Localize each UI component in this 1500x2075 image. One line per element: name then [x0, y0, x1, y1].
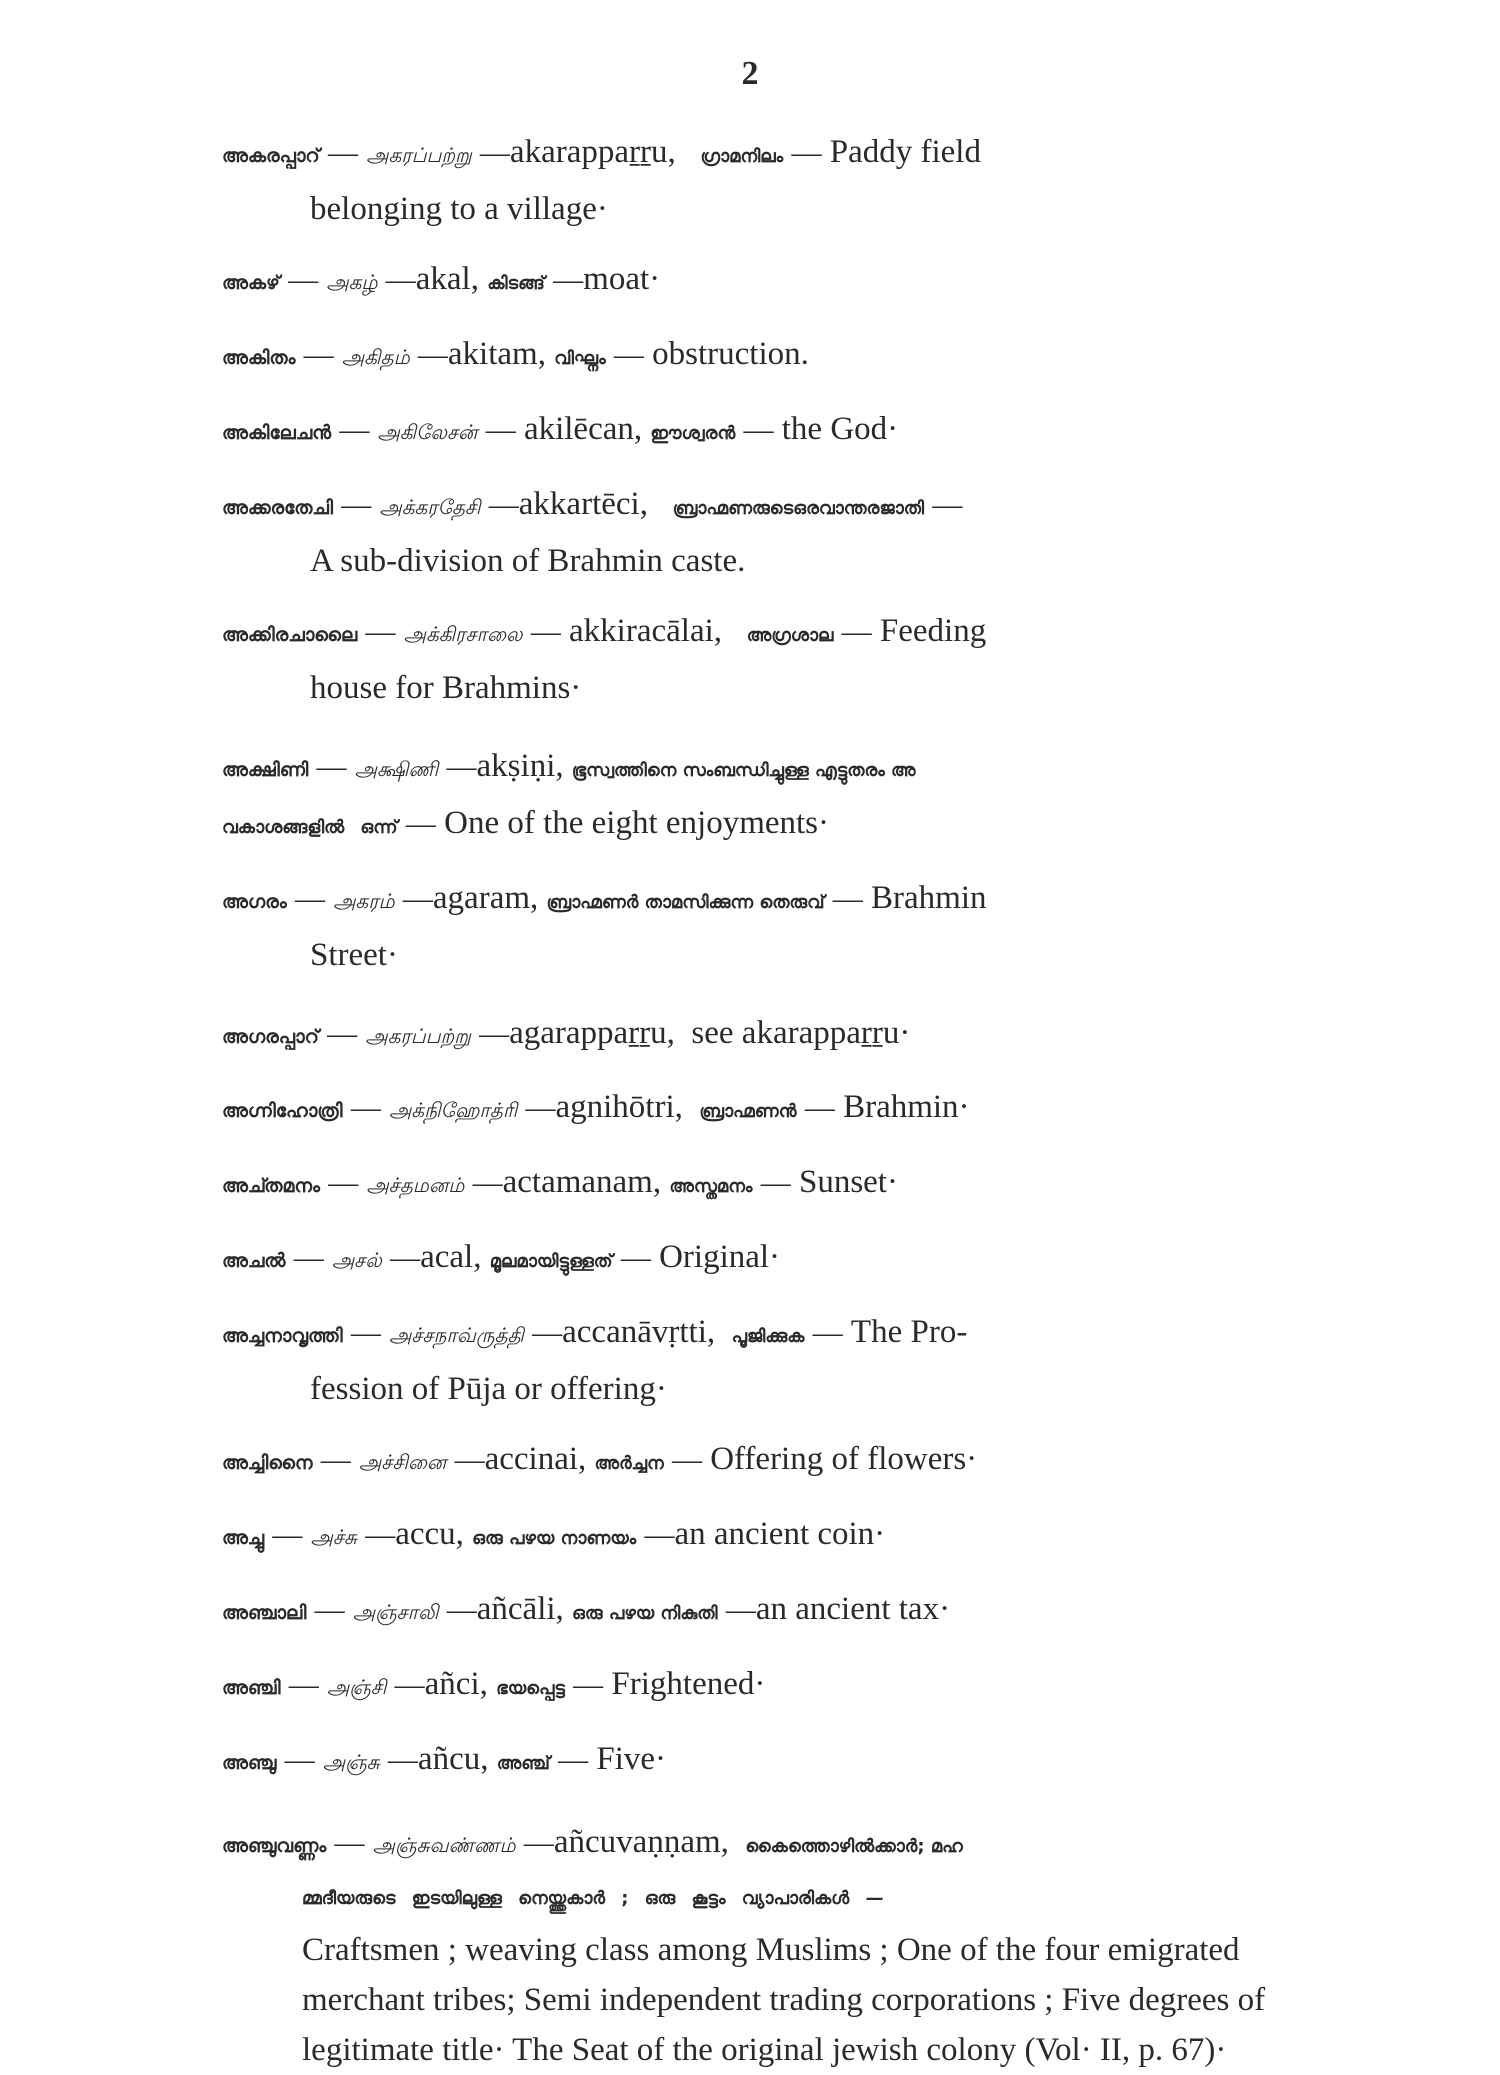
entry-continuation-malayalam: വകാശങ്ങളിൽ ഒന്ന് [222, 817, 398, 838]
separator: — [288, 263, 319, 296]
separator: — [841, 615, 872, 648]
entry-headword: അഗരം [222, 891, 287, 913]
separator: — [350, 1316, 381, 1349]
entry-malayalam: ഭൂസ്വത്തിനെ സംബന്ധിച്ചുള്ള എട്ടുതരം അ [571, 760, 916, 781]
entry-malayalam: കിടങ്ങ് [487, 273, 545, 294]
entry-tamil: அச்சநாவ்ருத்தி [389, 1323, 524, 1347]
separator: — [812, 1316, 843, 1349]
separator: — [320, 1443, 351, 1476]
entry-english: Brahmin· [843, 1089, 970, 1125]
entry-continuation: Craftsmen ; weaving class among Muslims ; One of the four emigrated merchant tribes; Semi independent trading corporations ; Five degrees of legitimate title· The Seat of the original jewish colony (Vol· II, p. 67)· [302, 1932, 1266, 2068]
entry-english: Sunset· [798, 1164, 898, 1200]
entry-headword: അച്തമനം [222, 1175, 320, 1197]
entry-tamil: அகரப்பற்று [366, 143, 472, 167]
entry-english: obstruction. [652, 336, 809, 372]
separator: — [334, 1826, 365, 1859]
separator: — [832, 882, 863, 915]
separator: — [316, 750, 347, 783]
entry-malayalam: പൂജിക്കുക [731, 1326, 805, 1347]
entry-transliteration: agarappaṟṟu, [509, 1015, 675, 1051]
entry-english: Five· [596, 1741, 667, 1777]
entry-continuation: Street· [310, 937, 398, 973]
separator: — [525, 1091, 556, 1124]
glossary-entry [222, 126, 1270, 235]
entry-headword: അകിതം [222, 347, 296, 369]
separator: — [620, 1241, 651, 1274]
entry-transliteration: akkiracālai, [569, 613, 723, 649]
entry-malayalam: ബ്രാഹ്മണൻ [699, 1101, 797, 1122]
entry-malayalam: ഭയപ്പെട്ട [496, 1678, 565, 1699]
entry-tamil: அகழ் [326, 270, 378, 294]
entry-headword: അഞ്ചാലി [222, 1602, 307, 1624]
entry-transliteration: akṣiṇi, [476, 748, 564, 784]
separator: — [485, 413, 516, 446]
separator: — [327, 1017, 358, 1050]
entry-malayalam: അർച്ചന [594, 1453, 664, 1474]
entry-malayalam: ഒരു പഴയ നാണയം [472, 1528, 637, 1549]
entry-tamil: அக்கிரசாலை [403, 622, 523, 646]
entry-transliteration: akal, [415, 261, 479, 297]
entry-transliteration: añci, [424, 1666, 488, 1702]
separator: — [488, 488, 519, 521]
entry-transliteration: añcu, [417, 1741, 489, 1777]
entry-transliteration: agnihōtri, [555, 1089, 683, 1125]
separator: — [472, 1166, 503, 1199]
entry-tamil: அஞ்சி [327, 1675, 387, 1699]
separator: — [613, 338, 644, 371]
glossary-entry [222, 1508, 1270, 1565]
glossary-entry [222, 872, 1270, 981]
glossary-entry [222, 740, 1270, 854]
entry-malayalam: വിഘ്നം [554, 348, 606, 369]
entry-transliteration: akitam, [447, 336, 546, 372]
entry-malayalam: അഞ്ച് [496, 1753, 550, 1774]
glossary-entry [222, 1081, 1270, 1138]
separator: — [328, 1166, 359, 1199]
glossary-entry [222, 1658, 1270, 1715]
separator: — [573, 1668, 604, 1701]
entry-malayalam: ബ്രാഹ്മണർ താമസിക്കുന്ന തെരുവ് [546, 892, 825, 913]
separator: — [293, 1241, 324, 1274]
separator: — [644, 1518, 675, 1551]
page-number: 2 [741, 55, 759, 92]
entry-tamil: அஞ்சு [322, 1750, 380, 1774]
separator: — [417, 338, 448, 371]
entry-continuation: One of the eight enjoyments· [444, 805, 830, 841]
entry-malayalam: ഗ്രാമനിലം [700, 146, 784, 167]
separator: — [932, 488, 963, 521]
separator: — [804, 1091, 835, 1124]
entry-english: Brahmin [871, 880, 987, 916]
entry-transliteration: agaram, [432, 880, 539, 916]
entry-headword: അഞ്ചി [222, 1677, 281, 1699]
separator: — [532, 1316, 563, 1349]
entry-transliteration: akkartēci, [518, 486, 648, 522]
separator: — [339, 413, 370, 446]
glossary-entry [222, 328, 1270, 385]
entry-headword: അക്കരതേചി [222, 497, 333, 519]
glossary-entry [222, 1433, 1270, 1490]
entry-tamil: அகிலேசன் [377, 420, 478, 444]
separator: — [350, 1091, 381, 1124]
entry-headword: അഞ്ചുവണ്ണം [222, 1835, 327, 1857]
entry-continuation: A sub-division of Brahmin caste. [310, 543, 746, 579]
separator: — [553, 263, 584, 296]
entry-tamil: அகரம் [333, 889, 395, 913]
entry-malayalam: അഗ്രശാല [746, 625, 834, 646]
entry-transliteration: acal, [420, 1239, 482, 1275]
entry-headword: അഗരപ്പാറ് [222, 1026, 319, 1048]
separator: — [743, 413, 774, 446]
entry-malayalam: ഒരു പഴയ നികുതി [572, 1603, 718, 1624]
separator: — [272, 1518, 303, 1551]
separator: — [365, 615, 396, 648]
separator: — [479, 136, 510, 169]
glossary-entry [222, 1306, 1270, 1415]
separator: — [405, 807, 436, 840]
entry-malayalam: അസ്തമനം [669, 1176, 753, 1197]
entry-tamil: அச்சினை [359, 1450, 447, 1474]
entry-tamil: அஞ்சாலி [352, 1600, 439, 1624]
entry-tamil: அஞ்சுவண்ணம் [372, 1833, 516, 1857]
separator: — [327, 136, 358, 169]
separator: — [479, 1017, 510, 1050]
glossary-entry [222, 1733, 1270, 1790]
entry-english: moat· [583, 261, 661, 297]
glossary-entry [222, 1156, 1270, 1213]
entry-malayalam: ഈശ്വരൻ [650, 423, 736, 444]
separator: — [303, 338, 334, 371]
entry-continuation-malayalam: മ്മദീയരുടെ ഇടയിലുള്ള നെയ്ത്തുകാർ ; ഒരു കൂട്ടം വ്യാപാരികൾ — [302, 1888, 884, 1909]
separator: — [284, 1743, 315, 1776]
separator: — [387, 1743, 418, 1776]
separator: — [294, 882, 325, 915]
separator: — [671, 1443, 702, 1476]
entry-headword: അച്ചു [222, 1527, 265, 1549]
entry-headword: അച്ചനാവൃത്തി [222, 1325, 343, 1347]
entry-headword: അകഴ് [222, 272, 280, 294]
separator: — [725, 1593, 756, 1626]
entry-english: Frightened· [611, 1666, 766, 1702]
glossary-entry [222, 1231, 1270, 1288]
entry-headword: അഗ്നിഹോത്രി [222, 1100, 343, 1122]
separator: — [394, 1668, 425, 1701]
entry-english: Feeding [879, 613, 987, 649]
separator: — [314, 1593, 345, 1626]
entry-english: the God· [781, 411, 899, 447]
separator: — [446, 750, 477, 783]
glossary-entry [222, 1816, 1270, 2075]
entry-headword: അകരപ്പാറ് [222, 145, 320, 167]
separator: — [288, 1668, 319, 1701]
entry-tamil: அக்நிஹோத்ரி [389, 1098, 518, 1122]
glossary-entry [222, 478, 1270, 587]
separator: — [365, 1518, 396, 1551]
entry-transliteration: añcuvaṇṇam, [553, 1824, 729, 1860]
entry-continuation: fession of Pūja or offering· [310, 1371, 667, 1407]
entry-tamil: அச்தமனம் [366, 1173, 465, 1197]
separator: — [454, 1443, 485, 1476]
entry-headword: അഞ്ചു [222, 1752, 277, 1774]
separator: — [523, 1826, 554, 1859]
glossary-entry [222, 403, 1270, 460]
entry-tamil: அக்கரதேசி [379, 495, 481, 519]
entry-transliteration: añcāli, [476, 1591, 564, 1627]
separator: — [760, 1166, 791, 1199]
entry-transliteration: accanāvṛtti, [562, 1314, 716, 1350]
entry-malayalam: ബ്രാഹ്മണരുടെഒരവാന്തരജാതി [672, 498, 925, 519]
glossary-entry [222, 1583, 1270, 1640]
entry-english: see akarappaṟṟu· [691, 1015, 911, 1051]
entry-english: Paddy field [829, 134, 981, 170]
entry-headword: അക്കിരചാലൈ [222, 624, 358, 646]
entry-headword: അക്ഷിണി [222, 759, 309, 781]
entry-headword: അച്ചിനൈ [222, 1452, 313, 1474]
entry-malayalam: മൂലമായിട്ടുള്ളത് [489, 1251, 613, 1272]
entry-english: The Pro- [850, 1314, 968, 1350]
entry-transliteration: accinai, [484, 1441, 587, 1477]
separator: — [791, 136, 822, 169]
entry-transliteration: accu, [395, 1516, 464, 1552]
separator: — [530, 615, 561, 648]
entry-tamil: அச்சு [310, 1525, 357, 1549]
entry-tamil: அக்ஷிணி [354, 757, 439, 781]
glossary-entry [222, 605, 1270, 714]
separator: — [341, 488, 372, 521]
entry-english: Original· [659, 1239, 781, 1275]
entry-transliteration: akarappaṟṟu, [509, 134, 676, 170]
separator: — [558, 1743, 589, 1776]
entry-tamil: அகிதம் [341, 345, 410, 369]
separator: — [390, 1241, 421, 1274]
entry-tamil: அசல் [331, 1248, 382, 1272]
entry-english: Offering of flowers· [710, 1441, 978, 1477]
entry-malayalam: കൈത്തൊഴിൽക്കാർ; മഹ [745, 1836, 963, 1857]
glossary-entries [222, 126, 1270, 2075]
entry-english: an ancient tax· [755, 1591, 951, 1627]
glossary-entry [222, 1007, 1270, 1063]
entry-headword: അചൽ [222, 1250, 286, 1272]
entry-english: an ancient coin· [674, 1516, 886, 1552]
glossary-entry [222, 253, 1270, 310]
separator: — [446, 1593, 477, 1626]
entry-continuation: house for Brahmins· [310, 670, 582, 706]
entry-headword: അകിലേചൻ [222, 422, 332, 444]
entry-tamil: அகரப்பற்று [365, 1024, 471, 1048]
separator: — [385, 263, 416, 296]
entry-transliteration: akilēcan, [523, 411, 643, 447]
entry-continuation: belonging to a village· [310, 191, 608, 227]
separator: — [402, 882, 433, 915]
entry-transliteration: actamanam, [502, 1164, 662, 1200]
